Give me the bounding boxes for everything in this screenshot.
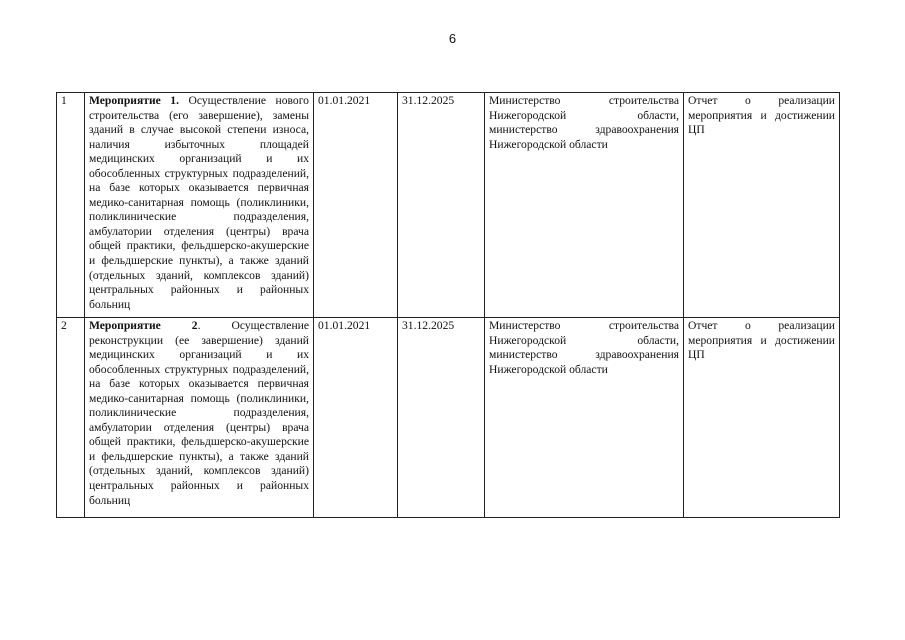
table-row [57,318,840,518]
responsible-executors: Министерство строительства Нижегородской области, министерство здравоохранения Нижегородской области [485,93,684,318]
page-number: 6 [448,31,457,46]
end-date: 31.12.2025 [398,93,485,318]
event-title: Мероприятие 1. [89,94,179,107]
start-date: 01.01.2021 [314,93,398,318]
expected-result: Отчет о реализации мероприятия и достижении ЦП [684,318,840,518]
responsible-executors: Министерство строительства Нижегородской области, министерство здравоохранения Нижегородской области [485,318,684,518]
event-description [85,318,314,518]
row-number: 2 [57,318,85,518]
events-table [56,92,840,518]
start-date: 01.01.2021 [314,318,398,518]
end-date: 31.12.2025 [398,318,485,518]
event-title: Мероприятие 2 [89,319,198,332]
table-row [57,93,840,318]
expected-result: Отчет о реализации мероприятия и достижении ЦП [684,93,840,318]
row-number: 1 [57,93,85,318]
event-text: . Осуществление реконструкции (ее завершение) зданий медицинских организаций и их обособленных структурных подразделений, на базе которых оказывается первичная медико-санитарная помощь (поликлиники, поликлинические подразделения, амбулатории отделения (центры) врача общей практики, фельдшерско-акушерские и фельдшерские пункты), а также зданий (отдельных зданий, комплексов зданий) центральных районных и районных больниц [89,319,310,507]
event-text: Осуществление нового строительства (его завершение), замены зданий в случае высокой степени износа, наличия избыточных площадей медицинских организаций и их обособленных структурных подразделений, на базе которых оказывается первичная медико-санитарная помощь (поликлиники, поликлинические подразделения, амбулатории отделения (центры) врача общей практики, фельдшерско-акушерские и фельдшерские пункты), а также зданий (отдельных зданий, комплексов зданий) центральных районных и районных больниц [89,94,309,311]
event-description [85,93,314,318]
